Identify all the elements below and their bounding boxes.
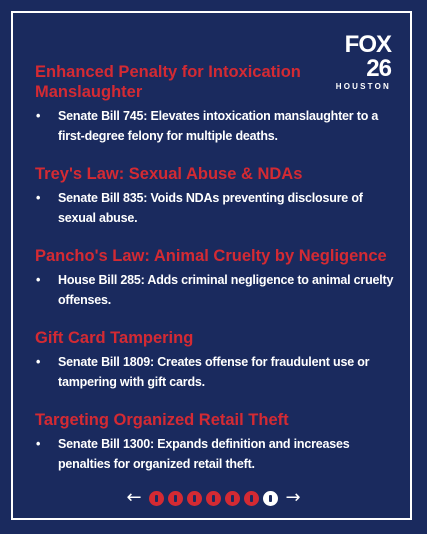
pager-dot-5[interactable] xyxy=(225,491,240,506)
section-treys-law xyxy=(35,164,395,228)
bullet-dot: • xyxy=(36,109,41,123)
pager-dot-1[interactable] xyxy=(149,491,164,506)
bullet-dot: • xyxy=(36,355,41,369)
logo-sub-text: HOUSTON xyxy=(335,82,391,91)
section-retail-theft xyxy=(35,410,395,474)
section-panchos-law xyxy=(35,246,395,310)
section-gift-card-tampering xyxy=(35,328,395,392)
bullet-item xyxy=(35,352,395,392)
bullet-item xyxy=(35,434,395,474)
section-title: Gift Card Tampering xyxy=(35,329,194,347)
bullet-dot: • xyxy=(36,437,41,451)
slide-pager xyxy=(0,487,427,509)
bullet-dot: • xyxy=(36,191,41,205)
section-title: Pancho's Law: Animal Cruelty by Negligence xyxy=(35,247,387,265)
pager-dot-7[interactable] xyxy=(263,491,278,506)
pager-dot-4[interactable] xyxy=(206,491,221,506)
arrow-right-icon[interactable]: → xyxy=(285,487,301,508)
bullet-text: Senate Bill 1300: Expands definition and increases penalties for organized retail theft. xyxy=(58,437,350,471)
bullet-item xyxy=(35,188,395,228)
bullet-item xyxy=(35,270,395,310)
section-intoxication-manslaughter xyxy=(35,62,395,146)
law-sections xyxy=(35,62,395,492)
pager-dot-3[interactable] xyxy=(187,491,202,506)
bullet-dot: • xyxy=(36,273,41,287)
pager-dots xyxy=(149,491,278,506)
pager-dot-6[interactable] xyxy=(244,491,259,506)
bullet-text: Senate Bill 835: Voids NDAs preventing disclosure of sexual abuse. xyxy=(58,191,363,225)
bullet-text: Senate Bill 1809: Creates offense for fraudulent use or tampering with gift cards. xyxy=(58,355,370,389)
bullet-item xyxy=(35,106,395,146)
logo-main-text: FOX 26 xyxy=(344,31,391,82)
bullet-text: Senate Bill 745: Elevates intoxication manslaughter to a first-degree felony for multiple deaths. xyxy=(58,109,379,143)
bullet-text: House Bill 285: Adds criminal negligence to animal cruelty offenses. xyxy=(58,273,394,307)
arrow-left-icon[interactable]: ← xyxy=(126,487,142,508)
pager-dot-2[interactable] xyxy=(168,491,183,506)
section-title: Trey's Law: Sexual Abuse & NDAs xyxy=(35,165,303,183)
section-title: Enhanced Penalty for Intoxication Manslaughter xyxy=(35,63,301,101)
section-title: Targeting Organized Retail Theft xyxy=(35,411,289,429)
